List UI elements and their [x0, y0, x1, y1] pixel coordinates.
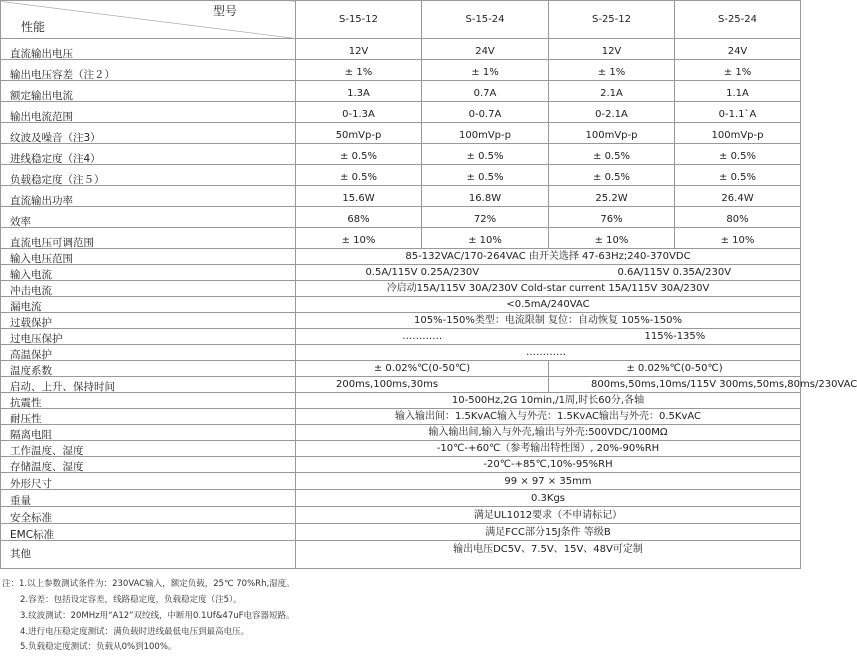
row-label: 冲击电流: [1, 281, 296, 297]
row-value: 85-132VAC/170-264VAC 由开关选择 47-63Hz;240-370VDC: [296, 249, 801, 265]
row-label: 直流输出电压: [1, 39, 296, 60]
spec-row: [1, 490, 801, 507]
row-value: ± 0.5%: [675, 144, 801, 165]
row-value: 输入输出间,输入与外壳,输出与外壳:500VDC/100MΩ: [296, 425, 801, 441]
spec-row: [1, 473, 801, 490]
row-label: 启动、上升、保持时间: [1, 377, 296, 393]
footnote: 3.纹波测试：20MHz用“A12”双绞线，中断用0.1Uf&47uF电容器短路。: [20, 611, 295, 621]
row-value: 12V: [549, 39, 675, 60]
row-value: 0.3Kgs: [296, 490, 801, 507]
row-label: 温度系数: [1, 361, 296, 377]
row-value: 105%-150%类型：电流限制 复位：自动恢复 105%-150%: [296, 313, 801, 329]
row-value: ± 10%: [422, 228, 549, 249]
footnote: 2.容差：包括设定容差，线路稳定度，负载稳定度（注5）。: [20, 595, 242, 605]
row-value: 100mVp-p: [675, 123, 801, 144]
spec-row: [1, 144, 801, 165]
row-value: ± 0.5%: [296, 165, 422, 186]
spec-row: [1, 102, 801, 123]
header-corner: [1, 1, 296, 39]
row-value: 0.5A/115V 0.25A/230V: [296, 265, 549, 281]
row-value: ± 1%: [549, 60, 675, 81]
row-value: 0.7A: [422, 81, 549, 102]
feature-label: 性能: [21, 20, 46, 34]
spec-row: [1, 345, 801, 361]
row-label: 效率: [1, 207, 296, 228]
row-value: ± 1%: [422, 60, 549, 81]
row-value: 24V: [422, 39, 549, 60]
row-value: ± 0.02%℃(0-50℃): [549, 361, 801, 377]
row-value: 200ms,100ms,30ms: [296, 377, 549, 393]
spec-row: [1, 297, 801, 313]
row-value: 50mVp-p: [296, 123, 422, 144]
row-value: 10-500Hz,2G 10min,/1周,时长60分,各轴: [296, 393, 801, 409]
row-value: ± 1%: [675, 60, 801, 81]
row-value: 16.8W: [422, 186, 549, 207]
row-value: 1.1A: [675, 81, 801, 102]
spec-row: [1, 425, 801, 441]
row-value: 输出电压DC5V、7.5V、15V、48V可定制: [296, 541, 801, 569]
row-value: ± 0.5%: [549, 165, 675, 186]
spec-row: [1, 313, 801, 329]
row-label: 外形尺寸: [1, 473, 296, 490]
row-label: 输出电流范围: [1, 102, 296, 123]
row-label: EMC标准: [1, 524, 296, 541]
spec-row: [1, 524, 801, 541]
spec-row: [1, 39, 801, 60]
row-value: ± 0.5%: [422, 165, 549, 186]
row-label: 纹波及噪音（注3）: [1, 123, 296, 144]
row-value: 68%: [296, 207, 422, 228]
row-value: 24V: [675, 39, 801, 60]
row-value: 冷启动15A/115V 30A/230V Cold-star current 15A/115V 30A/230V: [296, 281, 801, 297]
row-value: ± 0.5%: [296, 144, 422, 165]
footnote: 5.负载稳定度测试：负载从0%到100%。: [20, 642, 177, 652]
spec-row: [1, 377, 801, 393]
row-value: -20℃-+85℃,10%-95%RH: [296, 457, 801, 473]
spec-row: [1, 207, 801, 228]
spec-row: [1, 393, 801, 409]
row-value: 26.4W: [675, 186, 801, 207]
row-value: 满足FCC部分15J条件 等级B: [296, 524, 801, 541]
row-label: 输出电压容差（注２）: [1, 60, 296, 81]
spec-row: [1, 186, 801, 207]
spec-row: [1, 409, 801, 425]
row-value: 15.6W: [296, 186, 422, 207]
model-header: S-25-12: [549, 1, 675, 39]
row-value: 25.2W: [549, 186, 675, 207]
row-value: …………: [296, 329, 549, 345]
row-label: 漏电流: [1, 297, 296, 313]
row-value: 80%: [675, 207, 801, 228]
row-value: 0-2.1A: [549, 102, 675, 123]
row-value: ± 0.02%℃(0-50℃): [296, 361, 549, 377]
row-value: 0-0.7A: [422, 102, 549, 123]
row-value: 输入输出间：1.5KvAC输入与外壳：1.5KvAC输出与外壳：0.5KvAC: [296, 409, 801, 425]
row-label: 负载稳定度（注５）: [1, 165, 296, 186]
spec-row: [1, 165, 801, 186]
row-value: 72%: [422, 207, 549, 228]
row-value: <0.5mA/240VAC: [296, 297, 801, 313]
spec-row: [1, 123, 801, 144]
spec-row: [1, 457, 801, 473]
row-value: ± 0.5%: [675, 165, 801, 186]
row-value: 76%: [549, 207, 675, 228]
row-label: 重量: [1, 490, 296, 507]
row-label: 抗震性: [1, 393, 296, 409]
row-label: 过载保护: [1, 313, 296, 329]
row-label: 过电压保护: [1, 329, 296, 345]
row-value: -10℃-+60℃（参考输出特性图）, 20%-90%RH: [296, 441, 801, 457]
row-value: ± 0.5%: [549, 144, 675, 165]
model-label: 型号: [213, 4, 238, 18]
spec-row: [1, 441, 801, 457]
row-value: 满足UL1012要求（不申请标记）: [296, 507, 801, 524]
row-label: 进线稳定度（注4）: [1, 144, 296, 165]
row-value: 100mVp-p: [549, 123, 675, 144]
footnote: 注：1.以上参数测试条件为：230VAC输入，额定负载，25℃ 70%Rh,湿度。: [2, 579, 295, 589]
row-value: …………: [296, 345, 801, 361]
row-value: ± 10%: [296, 228, 422, 249]
row-value: 99 × 97 × 35mm: [296, 473, 801, 490]
row-value: 0-1.3A: [296, 102, 422, 123]
row-value: 100mVp-p: [422, 123, 549, 144]
row-value: 0-1.1`A: [675, 102, 801, 123]
row-label: 工作温度、湿度: [1, 441, 296, 457]
row-label: 直流电压可调范围: [1, 228, 296, 249]
row-label: 直流输出功率: [1, 186, 296, 207]
row-value: 0.6A/115V 0.35A/230V: [549, 265, 801, 281]
model-header: S-25-24: [675, 1, 801, 39]
spec-row: [1, 361, 801, 377]
row-value: 12V: [296, 39, 422, 60]
row-value: ± 0.5%: [422, 144, 549, 165]
spec-row: [1, 228, 801, 249]
row-value: ± 10%: [675, 228, 801, 249]
row-label: 耐压性: [1, 409, 296, 425]
row-label: 额定输出电流: [1, 81, 296, 102]
row-label: 存储温度、湿度: [1, 457, 296, 473]
spec-row: [1, 281, 801, 297]
model-header: S-15-12: [296, 1, 422, 39]
row-value: ± 10%: [549, 228, 675, 249]
header-row: [1, 1, 801, 39]
footnote: 4.进行电压稳定度测试：满负载时进线最低电压到最高电压。: [20, 627, 250, 637]
row-value: 115%-135%: [549, 329, 801, 345]
row-label: 高温保护: [1, 345, 296, 361]
row-label: 其他: [1, 541, 296, 569]
row-value: 800ms,50ms,10ms/115V 300ms,50ms,80ms/230VAC: [549, 377, 801, 393]
row-label: 输入电流: [1, 265, 296, 281]
spec-row: [1, 329, 801, 345]
spec-row: [1, 60, 801, 81]
spec-row: [1, 265, 801, 281]
row-label: 隔离电阻: [1, 425, 296, 441]
spec-row: [1, 507, 801, 524]
row-value: ± 1%: [296, 60, 422, 81]
row-label: 输入电压范围: [1, 249, 296, 265]
row-value: 2.1A: [549, 81, 675, 102]
spec-row: [1, 249, 801, 265]
row-label: 安全标准: [1, 507, 296, 524]
model-header: S-15-24: [422, 1, 549, 39]
spec-row: [1, 541, 801, 569]
spec-row: [1, 81, 801, 102]
row-value: 1.3A: [296, 81, 422, 102]
